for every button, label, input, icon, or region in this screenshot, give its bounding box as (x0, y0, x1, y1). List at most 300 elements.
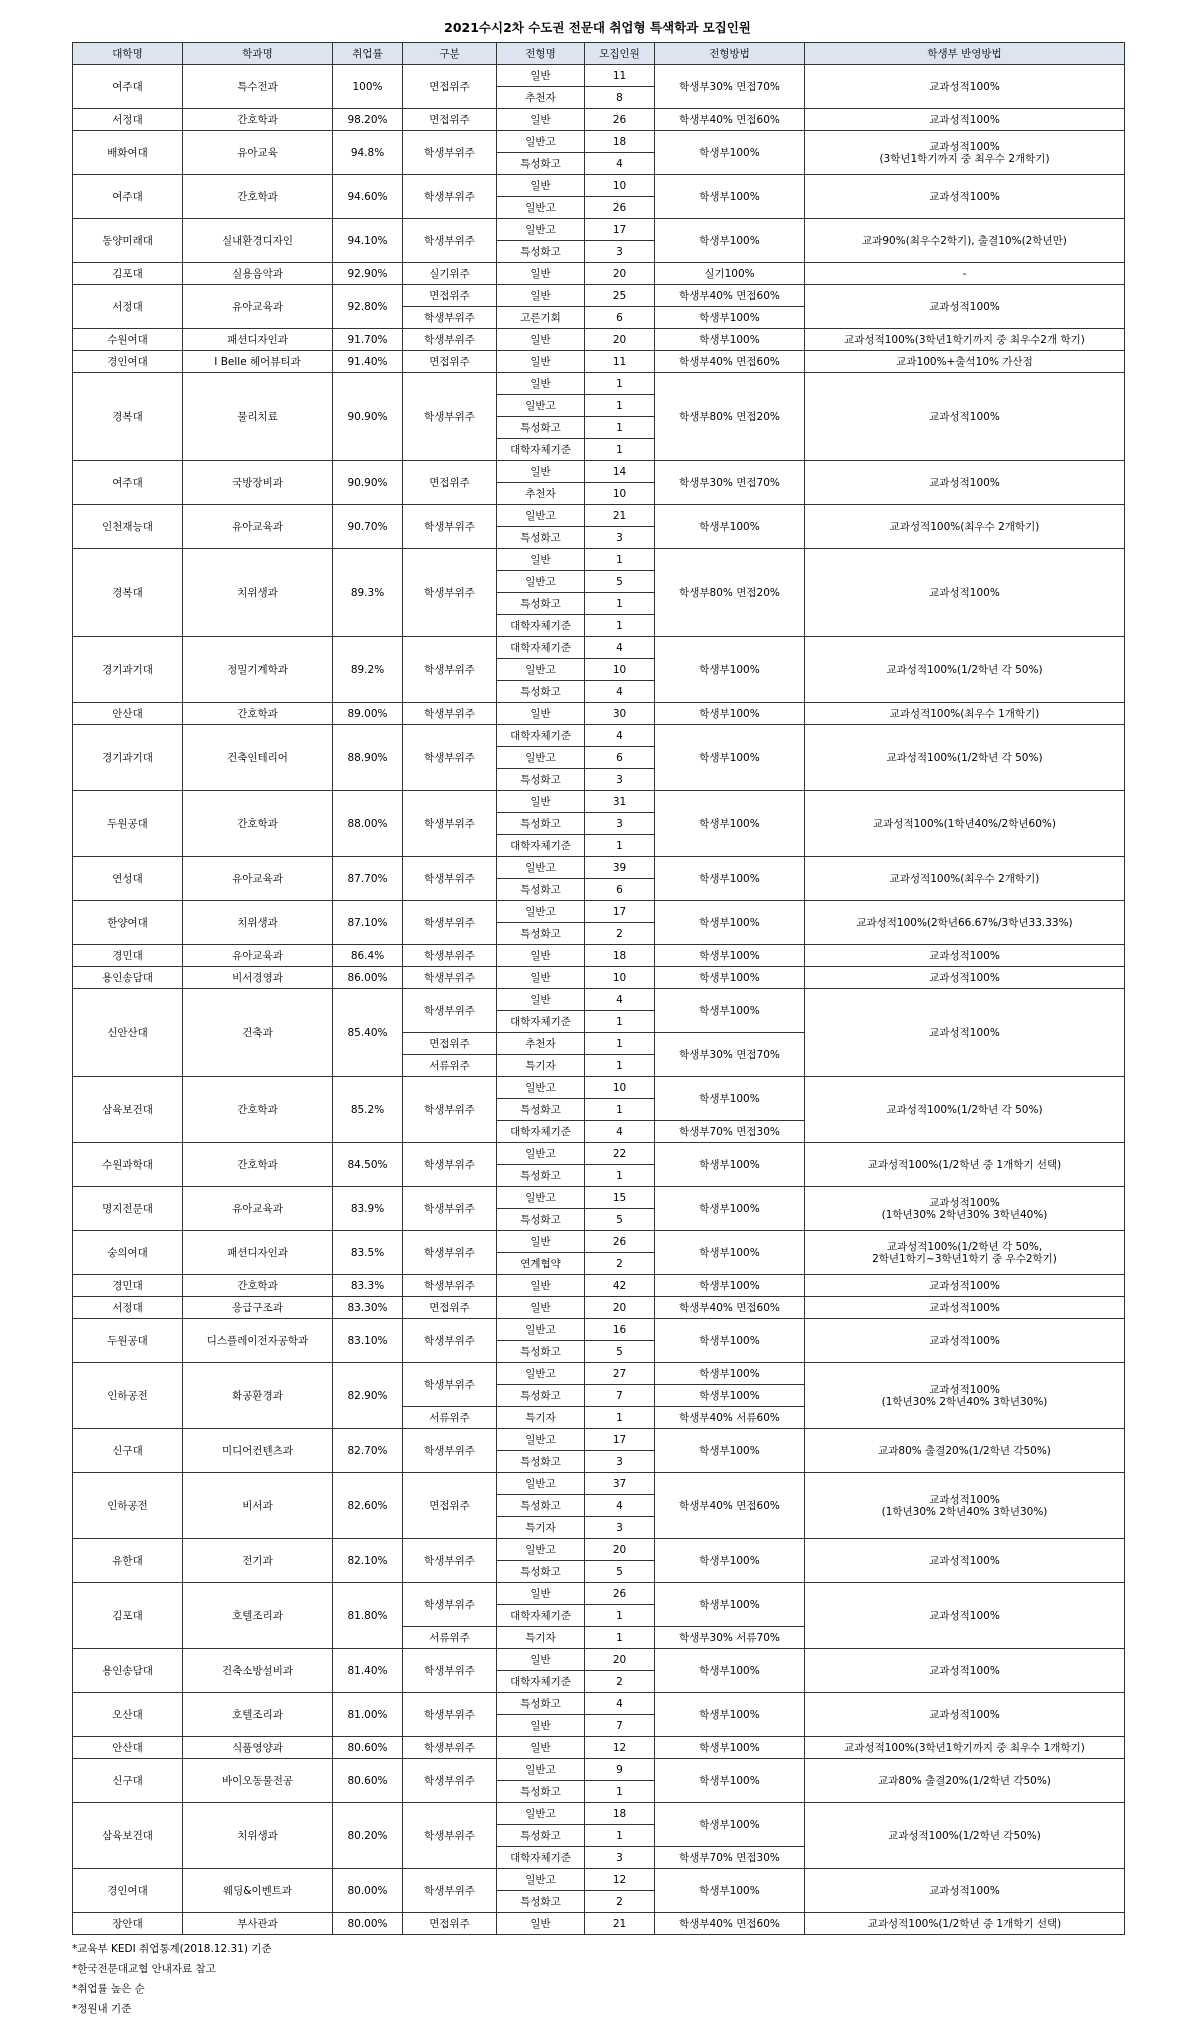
cell-count: 7 (585, 1715, 655, 1737)
table-row (73, 1693, 1125, 1715)
cell-univ: 숭의여대 (73, 1231, 183, 1275)
cell-gubun: 학생부위주 (403, 1143, 497, 1187)
cell-name: 특성화고 (497, 1341, 585, 1363)
cell-univ: 안산대 (73, 703, 183, 725)
cell-univ: 서정대 (73, 109, 183, 131)
cell-method: 학생부100% (655, 1649, 805, 1693)
cell-gubun: 학생부위주 (403, 1077, 497, 1143)
cell-dept: 호텔조리과 (183, 1583, 333, 1649)
cell-rate: 86.4% (333, 945, 403, 967)
cell-method: 학생부100% (655, 219, 805, 263)
cell-univ: 경기과기대 (73, 725, 183, 791)
cell-dept: 유아교육과 (183, 857, 333, 901)
table-row (73, 1869, 1125, 1891)
cell-method: 학생부40% 면접60% (655, 109, 805, 131)
cell-dept: 패션디자인과 (183, 329, 333, 351)
cell-reflect: 교과성적100%(1/2학년 각 50%) (805, 725, 1125, 791)
cell-gubun: 학생부위주 (403, 1649, 497, 1693)
cell-gubun: 면접위주 (403, 1473, 497, 1539)
cell-name: 특성화고 (497, 1891, 585, 1913)
table-row (73, 1649, 1125, 1671)
cell-rate: 82.10% (333, 1539, 403, 1583)
cell-name: 일반 (497, 65, 585, 87)
cell-count: 10 (585, 967, 655, 989)
cell-method: 학생부100% (655, 1275, 805, 1297)
cell-gubun: 학생부위주 (403, 373, 497, 461)
cell-name: 일반 (497, 1583, 585, 1605)
cell-reflect: 교과성적100% (805, 373, 1125, 461)
cell-reflect: 교과성적100%(최우수 1개학기) (805, 703, 1125, 725)
cell-name: 특성화고 (497, 1495, 585, 1517)
cell-univ: 여주대 (73, 175, 183, 219)
cell-count: 3 (585, 1451, 655, 1473)
table-row (73, 1275, 1125, 1297)
cell-count: 26 (585, 109, 655, 131)
table-row (73, 219, 1125, 241)
cell-rate: 94.10% (333, 219, 403, 263)
cell-rate: 87.10% (333, 901, 403, 945)
cell-name: 일반 (497, 945, 585, 967)
cell-method: 학생부30% 면접70% (655, 65, 805, 109)
cell-count: 2 (585, 1253, 655, 1275)
cell-count: 18 (585, 131, 655, 153)
cell-reflect: 교과성적100%(2학년66.67%/3학년33.33%) (805, 901, 1125, 945)
table-row (73, 329, 1125, 351)
cell-reflect: 교과성적100% (805, 1583, 1125, 1649)
cell-count: 20 (585, 1297, 655, 1319)
table-row (73, 637, 1125, 659)
cell-gubun: 학생부위주 (403, 1187, 497, 1231)
cell-name: 특성화고 (497, 153, 585, 175)
cell-name: 일반 (497, 1913, 585, 1935)
cell-dept: 건축과 (183, 989, 333, 1077)
table-wrapper (72, 42, 1124, 1935)
cell-univ: 여주대 (73, 65, 183, 109)
cell-reflect: 교과성적100% (805, 109, 1125, 131)
cell-name: 일반 (497, 1275, 585, 1297)
cell-gubun: 학생부위주 (403, 1737, 497, 1759)
cell-count: 26 (585, 1583, 655, 1605)
cell-univ: 삼육보건대 (73, 1803, 183, 1869)
cell-rate: 84.50% (333, 1143, 403, 1187)
cell-univ: 인하공전 (73, 1473, 183, 1539)
cell-name: 특기자 (497, 1517, 585, 1539)
cell-count: 1 (585, 1781, 655, 1803)
cell-gubun: 학생부위주 (403, 131, 497, 175)
cell-name: 특성화고 (497, 417, 585, 439)
cell-gubun: 면접위주 (403, 1033, 497, 1055)
cell-count: 10 (585, 483, 655, 505)
cell-reflect: 교과성적100% (805, 175, 1125, 219)
cell-count: 20 (585, 329, 655, 351)
cell-count: 5 (585, 1341, 655, 1363)
table-row (73, 703, 1125, 725)
cell-name: 특성화고 (497, 681, 585, 703)
cell-method: 학생부100% (655, 1319, 805, 1363)
cell-rate: 92.90% (333, 263, 403, 285)
cell-count: 9 (585, 1759, 655, 1781)
cell-dept: 디스플레이전자공학과 (183, 1319, 333, 1363)
cell-method: 학생부40% 면접60% (655, 1297, 805, 1319)
cell-dept: I Belle 헤어뷰티과 (183, 351, 333, 373)
cell-name: 특성화고 (497, 1209, 585, 1231)
cell-method: 학생부100% (655, 703, 805, 725)
cell-name: 연계협약 (497, 1253, 585, 1275)
cell-reflect: - (805, 263, 1125, 285)
cell-name: 일반고 (497, 1319, 585, 1341)
cell-rate: 83.3% (333, 1275, 403, 1297)
cell-count: 4 (585, 1495, 655, 1517)
cell-count: 1 (585, 373, 655, 395)
cell-method: 학생부30% 면접70% (655, 1033, 805, 1077)
cell-count: 3 (585, 241, 655, 263)
cell-reflect: 교과성적100% (1학년30% 2학년40% 3학년30%) (805, 1473, 1125, 1539)
cell-count: 17 (585, 1429, 655, 1451)
table-row (73, 1803, 1125, 1825)
cell-reflect: 교과성적100% (805, 989, 1125, 1077)
cell-gubun: 서류위주 (403, 1407, 497, 1429)
cell-count: 12 (585, 1737, 655, 1759)
cell-name: 일반고 (497, 901, 585, 923)
cell-univ: 오산대 (73, 1693, 183, 1737)
cell-dept: 국방장비과 (183, 461, 333, 505)
footnote: *정원내 기준 (72, 2003, 132, 2015)
cell-count: 4 (585, 725, 655, 747)
table-row (73, 263, 1125, 285)
cell-rate: 90.90% (333, 461, 403, 505)
cell-method: 학생부100% (655, 329, 805, 351)
cell-method: 학생부70% 면접30% (655, 1121, 805, 1143)
cell-dept: 간호학과 (183, 1077, 333, 1143)
cell-name: 대학자체기준 (497, 615, 585, 637)
cell-gubun: 학생부위주 (403, 637, 497, 703)
cell-univ: 경민대 (73, 945, 183, 967)
cell-univ: 경복대 (73, 373, 183, 461)
table-row (73, 1759, 1125, 1781)
cell-gubun: 학생부위주 (403, 1429, 497, 1473)
cell-gubun: 학생부위주 (403, 989, 497, 1033)
cell-count: 1 (585, 835, 655, 857)
cell-method: 학생부40% 면접60% (655, 285, 805, 307)
cell-gubun: 학생부위주 (403, 1231, 497, 1275)
cell-method: 학생부80% 면접20% (655, 549, 805, 637)
cell-gubun: 학생부위주 (403, 1275, 497, 1297)
cell-rate: 83.30% (333, 1297, 403, 1319)
cell-name: 대학자체기준 (497, 1011, 585, 1033)
header-method: 전형방법 (655, 43, 805, 65)
footnote: *한국전문대교협 안내자료 참고 (72, 1963, 216, 1975)
cell-method: 학생부100% (655, 1077, 805, 1121)
cell-rate: 85.40% (333, 989, 403, 1077)
cell-count: 1 (585, 1407, 655, 1429)
table-row (73, 989, 1125, 1011)
cell-univ: 장안대 (73, 1913, 183, 1935)
cell-rate: 80.00% (333, 1913, 403, 1935)
table-row (73, 1473, 1125, 1495)
cell-count: 22 (585, 1143, 655, 1165)
cell-rate: 88.00% (333, 791, 403, 857)
cell-dept: 간호학과 (183, 175, 333, 219)
cell-name: 일반 (497, 329, 585, 351)
cell-dept: 유아교육 (183, 131, 333, 175)
header-row (73, 43, 1125, 65)
table-row (73, 967, 1125, 989)
cell-count: 27 (585, 1363, 655, 1385)
cell-name: 특성화고 (497, 241, 585, 263)
cell-gubun: 학생부위주 (403, 1319, 497, 1363)
cell-name: 일반고 (497, 857, 585, 879)
cell-dept: 특수전과 (183, 65, 333, 109)
cell-name: 일반고 (497, 747, 585, 769)
cell-method: 학생부40% 면접60% (655, 1473, 805, 1539)
cell-univ: 김포대 (73, 1583, 183, 1649)
cell-count: 6 (585, 307, 655, 329)
cell-rate: 89.2% (333, 637, 403, 703)
cell-univ: 경기과기대 (73, 637, 183, 703)
header-univ: 대학명 (73, 43, 183, 65)
cell-name: 특기자 (497, 1627, 585, 1649)
table-row (73, 725, 1125, 747)
cell-reflect: 교과성적100%(3학년1학기까지 중 최우수 1개학기) (805, 1737, 1125, 1759)
table-row (73, 131, 1125, 153)
cell-univ: 수원여대 (73, 329, 183, 351)
cell-method: 학생부100% (655, 1869, 805, 1913)
cell-univ: 신안산대 (73, 989, 183, 1077)
cell-name: 고른기회 (497, 307, 585, 329)
cell-count: 18 (585, 1803, 655, 1825)
cell-univ: 한양여대 (73, 901, 183, 945)
cell-name: 특성화고 (497, 1781, 585, 1803)
cell-dept: 패션디자인과 (183, 1231, 333, 1275)
cell-dept: 미디어컨텐츠과 (183, 1429, 333, 1473)
cell-method: 학생부100% (655, 131, 805, 175)
cell-method: 학생부100% (655, 637, 805, 703)
cell-dept: 유아교육과 (183, 1187, 333, 1231)
cell-dept: 간호학과 (183, 791, 333, 857)
cell-name: 일반고 (497, 1077, 585, 1099)
cell-name: 일반 (497, 263, 585, 285)
cell-count: 16 (585, 1319, 655, 1341)
header-count: 모집인원 (585, 43, 655, 65)
cell-gubun: 학생부위주 (403, 549, 497, 637)
cell-univ: 삼육보건대 (73, 1077, 183, 1143)
cell-rate: 89.00% (333, 703, 403, 725)
cell-name: 일반 (497, 1297, 585, 1319)
cell-rate: 83.10% (333, 1319, 403, 1363)
cell-gubun: 학생부위주 (403, 945, 497, 967)
cell-rate: 82.70% (333, 1429, 403, 1473)
header-name: 전형명 (497, 43, 585, 65)
cell-univ: 용인송담대 (73, 967, 183, 989)
cell-univ: 두원공대 (73, 1319, 183, 1363)
cell-univ: 경민대 (73, 1275, 183, 1297)
cell-count: 10 (585, 659, 655, 681)
cell-name: 특성화고 (497, 1561, 585, 1583)
table-row (73, 285, 1125, 307)
cell-gubun: 서류위주 (403, 1055, 497, 1077)
cell-gubun: 학생부위주 (403, 1803, 497, 1869)
cell-name: 일반고 (497, 1143, 585, 1165)
cell-count: 18 (585, 945, 655, 967)
cell-dept: 건축소방설비과 (183, 1649, 333, 1693)
cell-univ: 연성대 (73, 857, 183, 901)
cell-gubun: 면접위주 (403, 1297, 497, 1319)
cell-name: 일반고 (497, 1869, 585, 1891)
cell-name: 특성화고 (497, 1385, 585, 1407)
cell-dept: 웨딩&이벤트과 (183, 1869, 333, 1913)
cell-count: 20 (585, 1539, 655, 1561)
cell-gubun: 서류위주 (403, 1627, 497, 1649)
cell-rate: 80.00% (333, 1869, 403, 1913)
cell-gubun: 면접위주 (403, 1913, 497, 1935)
cell-reflect: 교과성적100% (1학년30% 2학년30% 3학년40%) (805, 1187, 1125, 1231)
cell-count: 1 (585, 1605, 655, 1627)
cell-reflect: 교과100%+출석10% 가산점 (805, 351, 1125, 373)
cell-name: 일반 (497, 967, 585, 989)
cell-method: 학생부100% (655, 791, 805, 857)
cell-method: 학생부100% (655, 1539, 805, 1583)
cell-dept: 간호학과 (183, 1143, 333, 1187)
cell-count: 37 (585, 1473, 655, 1495)
cell-univ: 인하공전 (73, 1363, 183, 1429)
cell-rate: 92.80% (333, 285, 403, 329)
cell-count: 21 (585, 1913, 655, 1935)
cell-name: 특성화고 (497, 527, 585, 549)
cell-rate: 98.20% (333, 109, 403, 131)
cell-count: 1 (585, 395, 655, 417)
cell-count: 42 (585, 1275, 655, 1297)
cell-count: 4 (585, 1693, 655, 1715)
table-row (73, 1187, 1125, 1209)
cell-count: 17 (585, 901, 655, 923)
cell-rate: 85.2% (333, 1077, 403, 1143)
cell-rate: 91.70% (333, 329, 403, 351)
cell-count: 26 (585, 1231, 655, 1253)
cell-name: 일반 (497, 1231, 585, 1253)
cell-gubun: 학생부위주 (403, 1759, 497, 1803)
cell-dept: 응급구조과 (183, 1297, 333, 1319)
cell-name: 대학자체기준 (497, 725, 585, 747)
cell-method: 학생부100% (655, 725, 805, 791)
cell-count: 5 (585, 571, 655, 593)
cell-name: 대학자체기준 (497, 1121, 585, 1143)
cell-dept: 부사관과 (183, 1913, 333, 1935)
table-row (73, 549, 1125, 571)
cell-name: 추천자 (497, 483, 585, 505)
cell-name: 특성화고 (497, 1825, 585, 1847)
footnotes (72, 1939, 1195, 2019)
header-reflect: 학생부 반영방법 (805, 43, 1125, 65)
cell-gubun: 학생부위주 (403, 219, 497, 263)
table-row (73, 1297, 1125, 1319)
cell-univ: 경복대 (73, 549, 183, 637)
cell-method: 학생부30% 면접70% (655, 461, 805, 505)
cell-rate: 90.90% (333, 373, 403, 461)
table-row (73, 1429, 1125, 1451)
cell-name: 특성화고 (497, 593, 585, 615)
cell-name: 대학자체기준 (497, 1847, 585, 1869)
cell-rate: 90.70% (333, 505, 403, 549)
cell-method: 학생부100% (655, 175, 805, 219)
footnote: *교육부 KEDI 취업통계(2018.12.31) 기준 (72, 1943, 272, 1955)
cell-method: 학생부40% 면접60% (655, 351, 805, 373)
cell-gubun: 학생부위주 (403, 703, 497, 725)
cell-name: 특기자 (497, 1407, 585, 1429)
cell-dept: 유아교육과 (183, 505, 333, 549)
cell-count: 26 (585, 197, 655, 219)
cell-reflect: 교과80% 출결20%(1/2학년 각50%) (805, 1429, 1125, 1473)
table-row (73, 901, 1125, 923)
cell-reflect: 교과성적100%(1학년40%/2학년60%) (805, 791, 1125, 857)
cell-gubun: 실기위주 (403, 263, 497, 285)
cell-rate: 82.90% (333, 1363, 403, 1429)
cell-count: 2 (585, 1671, 655, 1693)
cell-count: 15 (585, 1187, 655, 1209)
cell-name: 일반고 (497, 197, 585, 219)
cell-method: 학생부80% 면접20% (655, 373, 805, 461)
cell-gubun: 학생부위주 (403, 1693, 497, 1737)
cell-count: 1 (585, 1627, 655, 1649)
cell-method: 실기100% (655, 263, 805, 285)
cell-count: 4 (585, 1121, 655, 1143)
cell-count: 3 (585, 769, 655, 791)
cell-gubun: 면접위주 (403, 109, 497, 131)
cell-count: 4 (585, 681, 655, 703)
cell-rate: 81.40% (333, 1649, 403, 1693)
cell-rate: 88.90% (333, 725, 403, 791)
cell-reflect: 교과90%(최우수2학기), 출결10%(2학년만) (805, 219, 1125, 263)
cell-method: 학생부100% (655, 1429, 805, 1473)
cell-method: 학생부100% (655, 307, 805, 329)
cell-count: 4 (585, 989, 655, 1011)
cell-count: 1 (585, 593, 655, 615)
table-row (73, 857, 1125, 879)
cell-name: 일반 (497, 175, 585, 197)
cell-name: 특성화고 (497, 1693, 585, 1715)
cell-reflect: 교과성적100%(1/2학년 각 50%, 2학년1학기~3학년1학기 중 우수2학기) (805, 1231, 1125, 1275)
cell-count: 10 (585, 1077, 655, 1099)
cell-name: 대학자체기준 (497, 637, 585, 659)
cell-count: 39 (585, 857, 655, 879)
cell-count: 6 (585, 879, 655, 901)
cell-method: 학생부100% (655, 989, 805, 1033)
cell-reflect: 교과성적100%(최우수 2개학기) (805, 505, 1125, 549)
cell-count: 5 (585, 1209, 655, 1231)
table-row (73, 1319, 1125, 1341)
cell-method: 학생부100% (655, 1737, 805, 1759)
cell-name: 일반고 (497, 1187, 585, 1209)
cell-count: 20 (585, 263, 655, 285)
cell-reflect: 교과성적100% (805, 285, 1125, 329)
cell-count: 3 (585, 1847, 655, 1869)
cell-reflect: 교과성적100% (805, 1275, 1125, 1297)
cell-count: 5 (585, 1561, 655, 1583)
cell-count: 8 (585, 87, 655, 109)
cell-name: 일반 (497, 109, 585, 131)
cell-count: 20 (585, 1649, 655, 1671)
cell-dept: 치위생과 (183, 901, 333, 945)
cell-dept: 화공환경과 (183, 1363, 333, 1429)
cell-count: 3 (585, 1517, 655, 1539)
cell-name: 일반고 (497, 131, 585, 153)
cell-rate: 83.5% (333, 1231, 403, 1275)
cell-name: 특성화고 (497, 1099, 585, 1121)
cell-name: 추천자 (497, 1033, 585, 1055)
cell-name: 일반고 (497, 1539, 585, 1561)
cell-univ: 두원공대 (73, 791, 183, 857)
table-row (73, 1737, 1125, 1759)
page-title: 2021수시2차 수도권 전문대 취업형 특색학과 모집인원 (444, 20, 751, 35)
